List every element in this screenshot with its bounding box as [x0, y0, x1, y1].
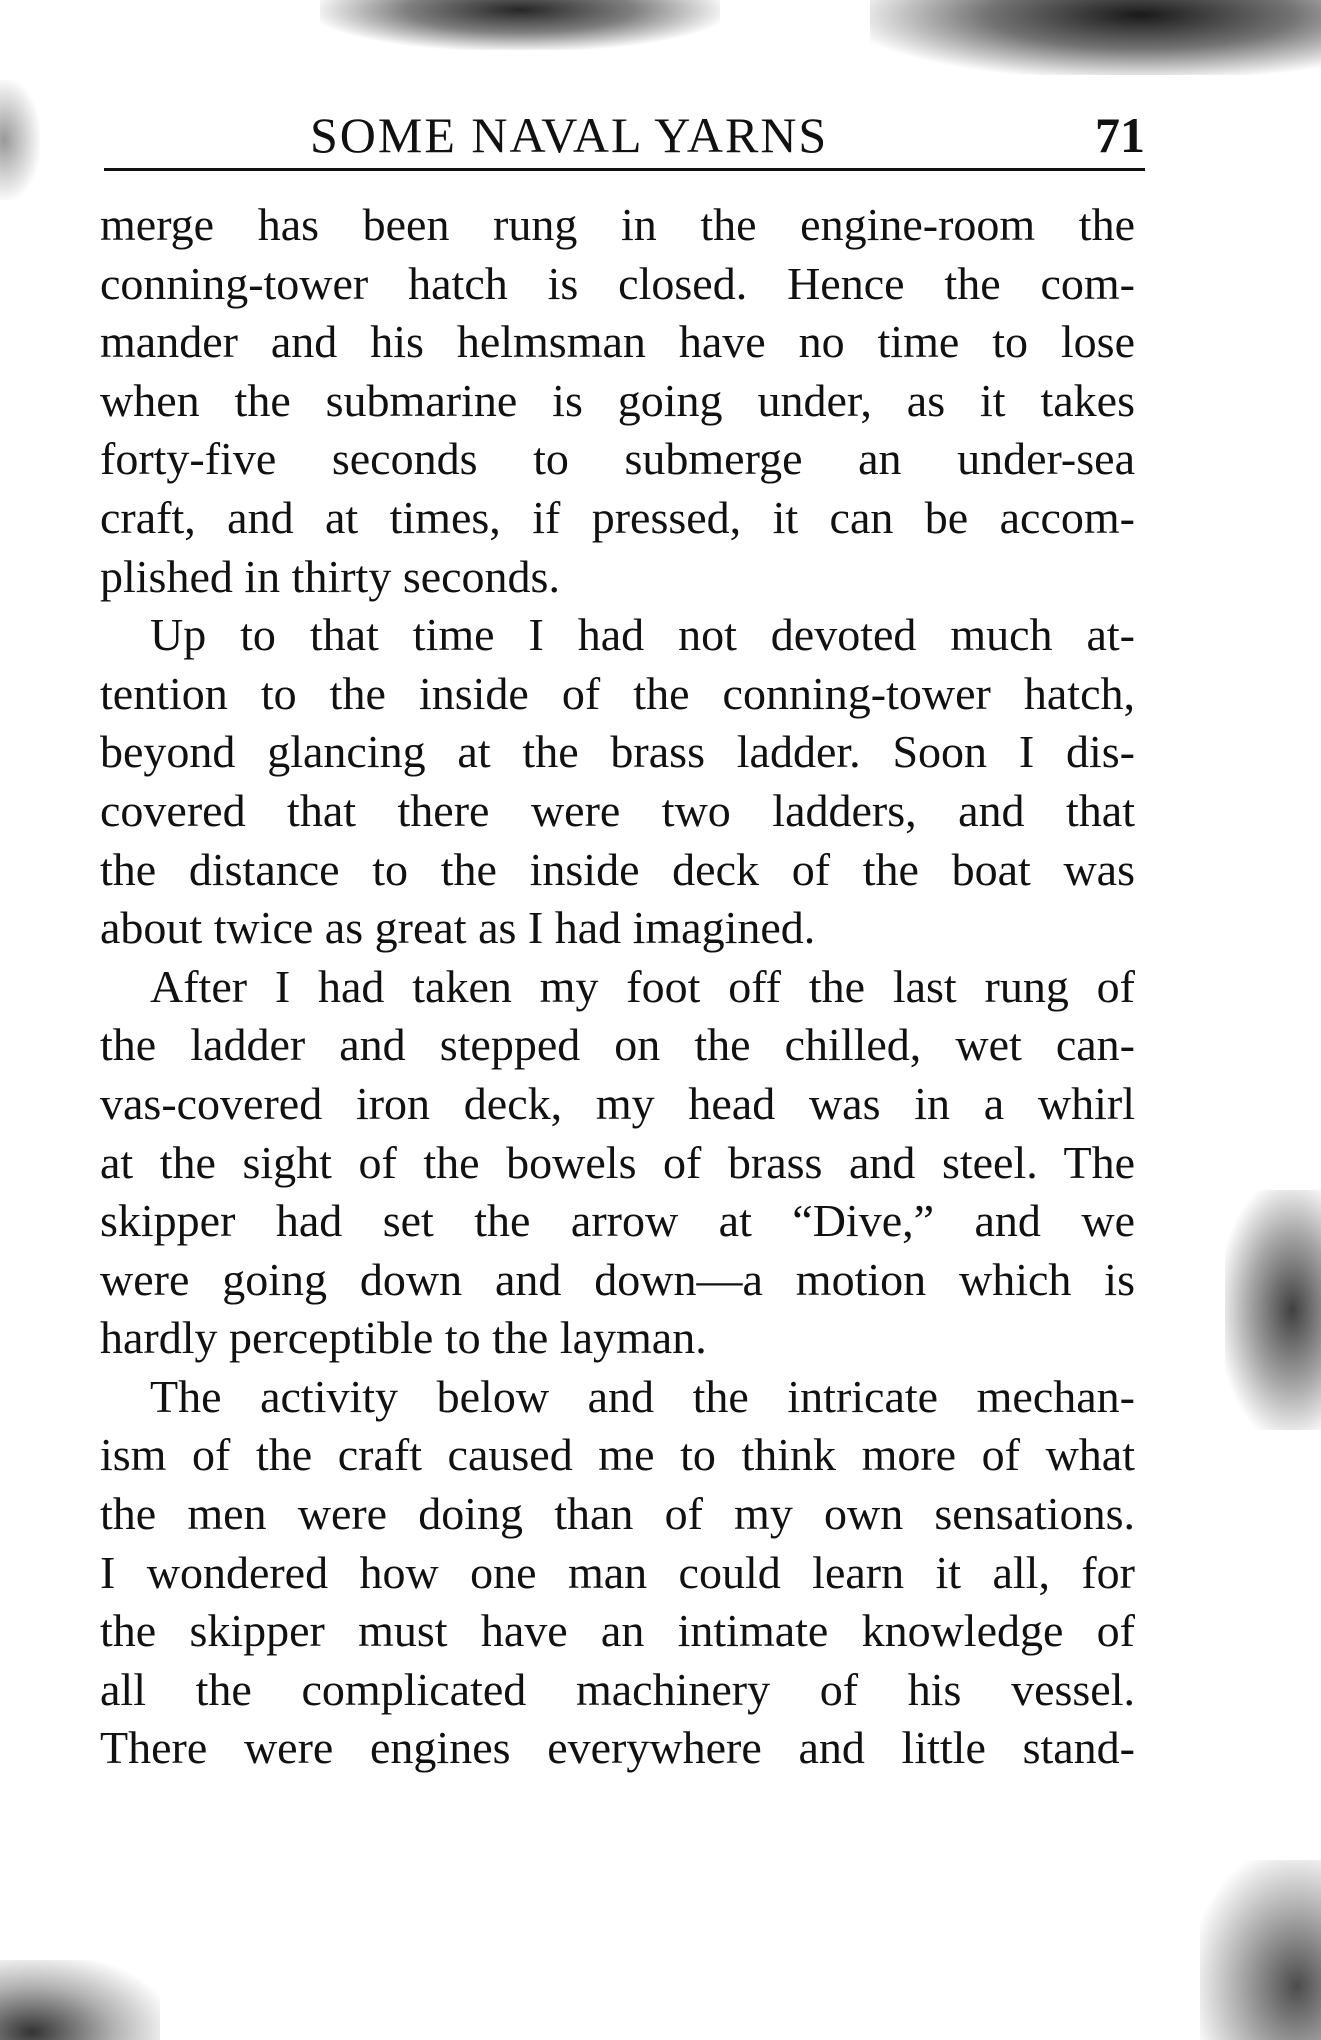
scan-shadow — [320, 0, 720, 50]
text-line: vas-covered iron deck, my head was in a whirl — [100, 1077, 1135, 1129]
text-line: the ladder and stepped on the chilled, wet can- — [100, 1019, 1135, 1071]
text-line: tention to the inside of the conning-tower hatch, — [100, 667, 1135, 719]
text-line: the skipper must have an intimate knowledge of — [100, 1605, 1135, 1657]
text-line: hardly perceptible to the layman. — [100, 1312, 707, 1364]
text-line: ism of the craft caused me to think more of what — [100, 1429, 1135, 1481]
text-line: merge has been rung in the engine-room the — [100, 199, 1135, 250]
text-line: forty-five seconds to submerge an under-sea — [100, 433, 1135, 485]
text-line: when the submarine is going under, as it takes — [100, 374, 1135, 426]
text-line: the distance to the inside deck of the boat was — [100, 843, 1135, 895]
text-line: beyond glancing at the brass ladder. Soon I dis- — [100, 726, 1135, 778]
text-line: mander and his helmsman have no time to lose — [100, 316, 1135, 368]
page-number: 71 — [1095, 107, 1145, 163]
running-title: SOME NAVAL YARNS — [310, 107, 829, 163]
running-head — [310, 100, 1145, 170]
text-line: at the sight of the bowels of brass and steel. The — [100, 1136, 1135, 1188]
scan-shadow — [0, 80, 40, 200]
text-line: about twice as great as I had imagined. — [100, 902, 816, 954]
scan-shadow — [1225, 1190, 1321, 1430]
scan-shadow — [1200, 1860, 1321, 2040]
text-line: were going down and down—a motion which is — [100, 1253, 1135, 1305]
text-line: craft, and at times, if pressed, it can be accom- — [100, 491, 1135, 543]
text-line: After I had taken my foot off the last rung of — [150, 960, 1135, 1012]
text-line: Up to that time I had not devoted much at- — [150, 609, 1135, 661]
text-line: I wondered how one man could learn it all, for — [100, 1546, 1135, 1598]
text-line: The activity below and the intricate mechan- — [150, 1370, 1135, 1422]
header-rule — [104, 168, 1145, 171]
text-line: the men were doing than of my own sensations. — [100, 1488, 1135, 1540]
text-line: skipper had set the arrow at “Dive,” and we — [100, 1195, 1135, 1247]
scan-shadow — [870, 0, 1321, 75]
text-line: covered that there were two ladders, and that — [100, 784, 1135, 836]
body-text — [100, 196, 1135, 1778]
text-line: all the complicated machinery of his vessel. — [100, 1663, 1135, 1715]
text-line: conning-tower hatch is closed. Hence the com- — [100, 257, 1135, 309]
text-line: plished in thirty seconds. — [100, 550, 560, 602]
scan-shadow — [0, 1960, 160, 2040]
text-line: There were engines everywhere and little stand- — [100, 1722, 1135, 1774]
